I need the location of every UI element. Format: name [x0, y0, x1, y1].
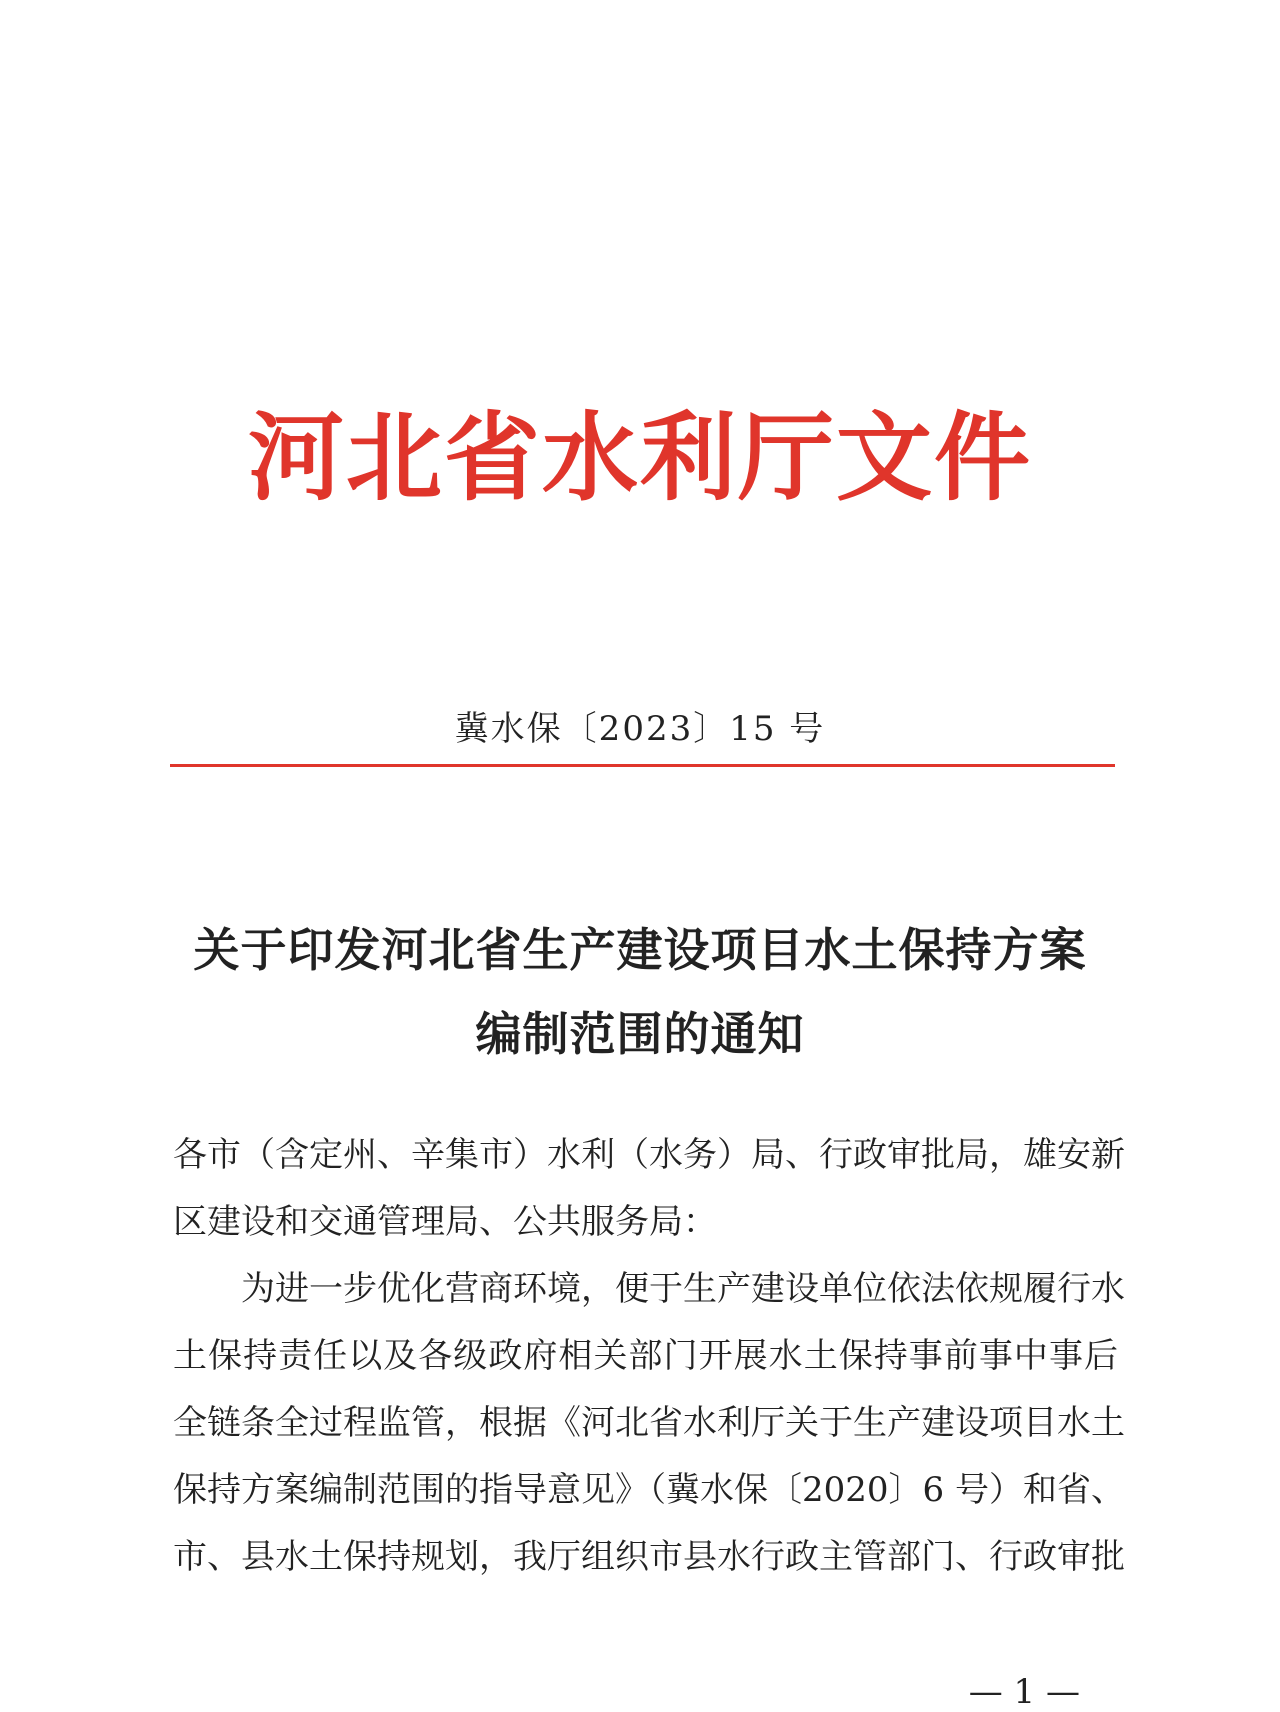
document-masthead: 河北省水利厅文件	[248, 402, 1032, 514]
body-line-6: 保持方案编制范围的指导意见》（冀水保〔2020〕6 号）和省、	[173, 1470, 1125, 1510]
page-number: — 1 —	[968, 1672, 1080, 1712]
body-line-3: 为进一步优化营商环境，便于生产建设单位依法依规履行水	[241, 1269, 1125, 1309]
document-number: 冀水保〔2023〕15 号	[454, 709, 826, 749]
body-line-5: 全链条全过程监管，根据《河北省水利厅关于生产建设项目水土	[173, 1403, 1125, 1443]
body-line-4: 土保持责任以及各级政府相关部门开展水土保持事前事中事后	[173, 1336, 1118, 1376]
title-line-1: 关于印发河北省生产建设项目水土保持方案	[193, 923, 1087, 977]
document-title	[140, 908, 1140, 1076]
body-line-1: 各市（含定州、辛集市）水利（水务）局、行政审批局，雄安新	[173, 1135, 1125, 1175]
red-divider-line	[170, 764, 1115, 767]
body-line-7: 市、县水土保持规划，我厅组织市县水行政主管部门、行政审批	[173, 1537, 1125, 1577]
title-line-2: 编制范围的通知	[475, 1007, 805, 1061]
body-line-2: 区建设和交通管理局、公共服务局：	[173, 1202, 717, 1242]
document-body	[173, 1122, 1125, 1591]
